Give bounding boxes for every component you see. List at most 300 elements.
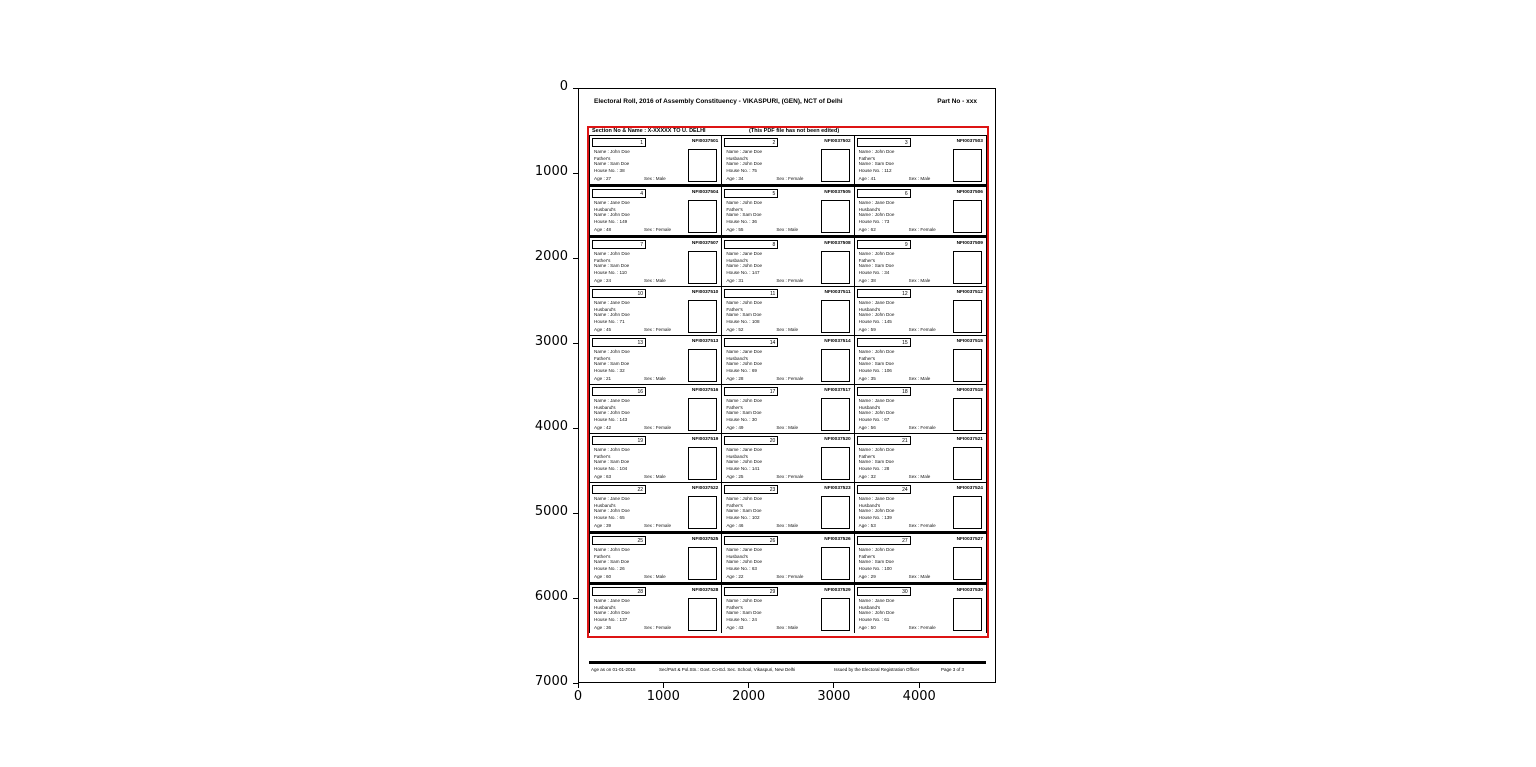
voter-card xyxy=(590,136,722,184)
relation-label: Father's xyxy=(858,453,876,459)
voter-sex: Sex : Male xyxy=(644,176,666,181)
relation-name: Name : John Doe xyxy=(594,508,630,513)
voter-age: Age : 39 xyxy=(594,523,612,528)
relation-name: Name : John Doe xyxy=(726,459,763,464)
house-number: House No. : 145 xyxy=(858,318,892,324)
relation-name: Name : John Doe xyxy=(594,212,630,217)
relation-label: Father's xyxy=(594,355,611,361)
serial-number: 9 xyxy=(904,241,908,248)
voter-sex: Sex : Female xyxy=(644,523,672,528)
relation-name: Name : Sam Doe xyxy=(858,459,894,464)
voter-age: Age : 41 xyxy=(858,176,876,181)
serial-number: 24 xyxy=(902,486,908,493)
photo-placeholder xyxy=(688,496,717,529)
voter-card-row xyxy=(590,483,986,534)
serial-number-box xyxy=(592,138,646,147)
serial-number: 14 xyxy=(769,339,776,346)
house-number: House No. : 141 xyxy=(726,465,760,471)
serial-number: 20 xyxy=(769,437,776,444)
relation-name: Name : Sam Doe xyxy=(726,212,762,217)
house-number: House No. : 104 xyxy=(594,465,628,471)
voter-name: Name : John Doe xyxy=(726,598,763,603)
serial-number: 26 xyxy=(769,537,776,544)
x-tick-mark xyxy=(748,683,749,688)
y-tick-label: 3000 xyxy=(534,334,568,349)
photo-placeholder xyxy=(821,300,850,333)
voter-age: Age : 56 xyxy=(858,425,876,430)
serial-number-box xyxy=(857,436,911,445)
voter-sex: Sex : Female xyxy=(908,227,936,232)
voter-sex: Sex : Female xyxy=(644,227,672,232)
y-tick-mark xyxy=(573,428,578,429)
epic-number: NFI0037514 xyxy=(824,339,851,344)
epic-number: NFI0037503 xyxy=(956,139,983,144)
photo-placeholder xyxy=(821,251,850,284)
footer-age-note: Age as on 01-01-2016 xyxy=(591,667,636,672)
voter-card xyxy=(590,534,722,582)
serial-number-box xyxy=(724,587,778,596)
voter-age: Age : 38 xyxy=(858,278,876,283)
relation-name: Name : John Doe xyxy=(726,263,763,268)
voter-name: Name : Jane Doe xyxy=(858,496,895,501)
epic-number: NFI0037516 xyxy=(691,388,719,393)
relation-name: Name : Sam Doe xyxy=(726,312,762,317)
relation-name: Name : John Doe xyxy=(726,161,763,166)
voter-card xyxy=(855,483,986,531)
relation-name: Name : Sam Doe xyxy=(594,459,630,464)
voter-name: Name : Jane Doe xyxy=(858,300,895,305)
photo-placeholder xyxy=(953,200,982,233)
serial-number-box xyxy=(592,189,646,198)
voter-age: Age : 31 xyxy=(726,278,744,283)
voter-sex: Sex : Male xyxy=(908,474,931,479)
voter-sex: Sex : Male xyxy=(776,227,799,232)
voter-card xyxy=(590,585,722,633)
epic-number: NFI0037504 xyxy=(691,190,719,195)
house-number: House No. : 69 xyxy=(726,367,757,373)
y-tick-mark xyxy=(573,173,578,174)
voter-card xyxy=(722,534,854,582)
serial-number-box xyxy=(857,189,911,198)
house-number: House No. : 137 xyxy=(594,616,628,622)
plot-axes xyxy=(578,88,996,683)
relation-label: Father's xyxy=(594,453,611,459)
voter-age: Age : 50 xyxy=(858,625,876,630)
voter-age: Age : 35 xyxy=(858,376,876,381)
house-number: House No. : 106 xyxy=(858,367,892,373)
relation-name: Name : John Doe xyxy=(726,361,763,366)
serial-number: 15 xyxy=(902,339,908,346)
relation-label: Father's xyxy=(726,604,743,610)
photo-placeholder xyxy=(688,598,717,631)
epic-number: NFI0037513 xyxy=(691,339,719,344)
voter-sex: Sex : Male xyxy=(908,176,931,181)
serial-number-box xyxy=(724,338,778,347)
voter-card-row xyxy=(590,434,986,483)
serial-number-box xyxy=(857,338,911,347)
relation-name: Name : John Doe xyxy=(858,410,895,415)
y-tick-label: 6000 xyxy=(534,589,568,604)
voter-name: Name : Jane Doe xyxy=(726,349,763,354)
detection-bounding-box xyxy=(587,126,989,638)
house-number: House No. : 147 xyxy=(726,269,760,275)
photo-placeholder xyxy=(688,349,717,382)
x-tick-mark xyxy=(578,683,579,688)
voter-name: Name : Jane Doe xyxy=(594,598,630,603)
serial-number-box xyxy=(592,387,646,396)
relation-label: Father's xyxy=(594,257,611,263)
house-number: House No. : 108 xyxy=(726,318,760,324)
footer-issued-by: Issued by the Electoral Registration Officer xyxy=(834,667,920,672)
serial-number: 21 xyxy=(902,437,908,444)
x-tick-mark xyxy=(919,683,920,688)
voter-age: Age : 22 xyxy=(726,574,744,579)
voter-card xyxy=(722,187,854,235)
relation-label: Husband's xyxy=(726,155,748,161)
voter-age: Age : 52 xyxy=(726,327,744,332)
voter-age: Age : 34 xyxy=(726,176,744,181)
voter-name: Name : Jane Doe xyxy=(726,149,763,154)
serial-number-box xyxy=(857,240,911,249)
photo-placeholder xyxy=(821,547,850,580)
voter-sex: Sex : Female xyxy=(776,376,804,381)
serial-number: 16 xyxy=(637,388,643,395)
voter-card xyxy=(590,385,722,433)
photo-placeholder xyxy=(953,496,982,529)
serial-number: 11 xyxy=(770,290,776,297)
x-tick-mark xyxy=(663,683,664,688)
epic-number: NFI0037501 xyxy=(691,139,719,144)
serial-number: 30 xyxy=(902,588,908,595)
serial-number: 19 xyxy=(637,437,643,444)
voter-age: Age : 24 xyxy=(594,278,612,283)
voter-sex: Sex : Male xyxy=(644,278,666,283)
serial-number-box xyxy=(724,138,778,147)
voter-name: Name : Jane Doe xyxy=(858,200,895,205)
serial-number: 4 xyxy=(640,190,643,197)
voter-age: Age : 32 xyxy=(858,474,876,479)
voter-age: Age : 43 xyxy=(726,625,744,630)
epic-number: NFI0037525 xyxy=(691,537,719,542)
voter-name: Name : Jane Doe xyxy=(726,547,763,552)
x-tick-label: 1000 xyxy=(646,689,680,704)
footer-page-number: Page 3 of 3 xyxy=(941,667,965,672)
house-number: House No. : 67 xyxy=(858,416,890,422)
photo-placeholder xyxy=(953,300,982,333)
photo-placeholder xyxy=(688,300,717,333)
relation-name: Name : Sam Doe xyxy=(858,559,894,564)
voter-card xyxy=(855,187,986,235)
house-number: House No. : 75 xyxy=(726,167,757,173)
voter-age: Age : 62 xyxy=(858,227,876,232)
epic-number: NFI0037515 xyxy=(956,339,983,344)
epic-number: NFI0037509 xyxy=(956,241,983,246)
voter-age: Age : 27 xyxy=(594,176,612,181)
serial-number-box xyxy=(857,536,911,545)
edited-note: (This PDF file has not been edited) xyxy=(749,128,840,134)
relation-label: Father's xyxy=(594,553,611,559)
relation-name: Name : Sam Doe xyxy=(726,508,762,513)
serial-number-box xyxy=(724,536,778,545)
voter-sex: Sex : Male xyxy=(908,574,931,579)
voter-age: Age : 29 xyxy=(858,574,876,579)
voter-name: Name : Jane Doe xyxy=(858,398,895,403)
house-number: House No. : 139 xyxy=(858,514,892,520)
relation-label: Husband's xyxy=(594,306,616,312)
voter-name: Name : Jane Doe xyxy=(726,251,763,256)
voter-card xyxy=(855,385,986,433)
voter-sex: Sex : Male xyxy=(644,574,666,579)
voter-sex: Sex : Female xyxy=(908,327,936,332)
voter-card xyxy=(855,434,986,482)
serial-number-box xyxy=(724,485,778,494)
voter-card xyxy=(722,287,854,335)
voter-card xyxy=(855,136,986,184)
house-number: House No. : 34 xyxy=(858,269,890,275)
voter-sex: Sex : Female xyxy=(644,625,672,630)
photo-placeholder xyxy=(953,349,982,382)
serial-number: 7 xyxy=(640,241,643,248)
serial-number-box xyxy=(724,240,778,249)
serial-number: 27 xyxy=(902,537,908,544)
relation-label: Husband's xyxy=(858,206,881,212)
serial-number-box xyxy=(724,387,778,396)
serial-number: 22 xyxy=(637,486,643,493)
epic-number: NFI0037530 xyxy=(956,588,983,593)
photo-placeholder xyxy=(821,398,850,431)
voter-card xyxy=(722,434,854,482)
y-tick-mark xyxy=(573,343,578,344)
house-number: House No. : 32 xyxy=(594,367,625,373)
voter-sex: Sex : Female xyxy=(776,574,804,579)
house-number: House No. : 71 xyxy=(594,318,625,324)
serial-number: 13 xyxy=(637,339,643,346)
serial-number-box xyxy=(592,536,646,545)
voter-age: Age : 25 xyxy=(726,474,744,479)
x-tick-label: 2000 xyxy=(732,689,766,704)
epic-number: NFI0037505 xyxy=(824,190,851,195)
voter-age: Age : 42 xyxy=(594,425,612,430)
serial-number: 2 xyxy=(772,139,776,146)
epic-number: NFI0037527 xyxy=(956,537,983,542)
relation-name: Name : Sam Doe xyxy=(594,263,630,268)
serial-number-box xyxy=(724,436,778,445)
voter-card xyxy=(855,336,986,384)
serial-number-box xyxy=(857,587,911,596)
epic-number: NFI0037518 xyxy=(956,388,983,393)
house-number: House No. : 110 xyxy=(594,269,627,275)
relation-name: Name : John Doe xyxy=(858,610,895,615)
serial-number-box xyxy=(724,289,778,298)
serial-number-box xyxy=(592,338,646,347)
epic-number: NFI0037502 xyxy=(824,139,851,144)
epic-number: NFI0037517 xyxy=(824,388,851,393)
voter-card-row xyxy=(590,585,986,633)
voter-name: Name : Jane Doe xyxy=(594,300,630,305)
photo-placeholder xyxy=(953,547,982,580)
relation-label: Husband's xyxy=(594,502,616,508)
photo-placeholder xyxy=(688,251,717,284)
relation-label: Husband's xyxy=(726,453,748,459)
relation-label: Husband's xyxy=(858,306,881,312)
house-number: House No. : 100 xyxy=(858,565,892,571)
photo-placeholder xyxy=(821,598,850,631)
voter-name: Name : John Doe xyxy=(594,251,630,256)
voter-card-row xyxy=(590,534,986,585)
epic-number: NFI0037510 xyxy=(691,290,719,295)
photo-placeholder xyxy=(688,547,717,580)
y-tick-label: 4000 xyxy=(534,419,568,434)
voter-card-row xyxy=(590,187,986,238)
serial-number-box xyxy=(857,138,911,147)
relation-name: Name : Sam Doe xyxy=(858,361,894,366)
serial-number: 6 xyxy=(904,190,908,197)
house-number: House No. : 63 xyxy=(726,565,757,571)
relation-label: Husband's xyxy=(594,206,616,212)
relation-name: Name : John Doe xyxy=(858,508,895,513)
voter-card xyxy=(590,336,722,384)
house-number: House No. : 65 xyxy=(594,514,625,520)
voter-sex: Sex : Male xyxy=(776,425,799,430)
voter-sex: Sex : Female xyxy=(776,278,804,283)
voter-card xyxy=(590,434,722,482)
section-name-label: Section No & Name : X-XXXXX TO U. DELHI xyxy=(592,128,706,134)
relation-label: Father's xyxy=(858,355,876,361)
voter-name: Name : John Doe xyxy=(858,149,895,154)
voter-card xyxy=(722,238,854,286)
y-tick-label: 2000 xyxy=(534,249,568,264)
relation-name: Name : John Doe xyxy=(726,559,763,564)
relation-name: Name : Sam Doe xyxy=(726,610,762,615)
relation-name: Name : John Doe xyxy=(858,312,895,317)
voter-sex: Sex : Male xyxy=(908,278,931,283)
voter-age: Age : 49 xyxy=(726,425,744,430)
serial-number: 29 xyxy=(769,588,776,595)
x-tick-label: 4000 xyxy=(902,689,936,704)
serial-number-box xyxy=(592,485,646,494)
epic-number: NFI0037522 xyxy=(691,486,719,491)
serial-number-box xyxy=(857,485,911,494)
y-tick-label: 1000 xyxy=(534,164,568,179)
house-number: House No. : 73 xyxy=(858,218,890,224)
voter-name: Name : John Doe xyxy=(858,251,895,256)
x-tick-label: 0 xyxy=(573,689,583,704)
serial-number: 12 xyxy=(902,290,908,297)
relation-name: Name : Sam Doe xyxy=(594,559,630,564)
voter-card xyxy=(722,385,854,433)
photo-placeholder xyxy=(953,598,982,631)
voter-name: Name : John Doe xyxy=(726,300,763,305)
house-number: House No. : 149 xyxy=(594,218,628,224)
epic-number: NFI0037519 xyxy=(691,437,719,442)
voter-age: Age : 60 xyxy=(594,574,612,579)
relation-label: Husband's xyxy=(726,553,748,559)
relation-label: Father's xyxy=(726,404,743,410)
serial-number-box xyxy=(857,289,911,298)
relation-label: Father's xyxy=(858,155,876,161)
relation-name: Name : John Doe xyxy=(858,212,895,217)
serial-number: 1 xyxy=(640,139,643,146)
epic-number: NFI0037507 xyxy=(691,241,719,246)
voter-sex: Sex : Male xyxy=(644,474,666,479)
voter-name: Name : John Doe xyxy=(726,496,763,501)
relation-name: Name : Sam Doe xyxy=(726,410,762,415)
photo-placeholder xyxy=(953,447,982,480)
relation-name: Name : John Doe xyxy=(594,410,630,415)
relation-name: Name : Sam Doe xyxy=(594,161,630,166)
epic-number: NFI0037508 xyxy=(824,241,851,246)
section-header xyxy=(589,128,987,135)
serial-number-box xyxy=(724,189,778,198)
photo-placeholder xyxy=(953,149,982,182)
epic-number: NFI0037523 xyxy=(824,486,851,491)
photo-placeholder xyxy=(821,200,850,233)
relation-label: Father's xyxy=(726,306,743,312)
x-tick-mark xyxy=(833,683,834,688)
voter-age: Age : 28 xyxy=(726,376,744,381)
footer-separator xyxy=(589,661,986,664)
serial-number: 3 xyxy=(904,139,908,146)
photo-placeholder xyxy=(688,447,717,480)
house-number: House No. : 36 xyxy=(726,218,757,224)
serial-number: 23 xyxy=(769,486,776,493)
epic-number: NFI0037529 xyxy=(824,588,851,593)
voter-sex: Sex : Female xyxy=(908,625,936,630)
y-tick-mark xyxy=(573,598,578,599)
relation-label: Husband's xyxy=(858,502,881,508)
voter-name: Name : John Doe xyxy=(726,398,763,403)
serial-number: 28 xyxy=(637,588,643,595)
relation-label: Husband's xyxy=(594,404,616,410)
voter-age: Age : 53 xyxy=(858,523,876,528)
serial-number: 18 xyxy=(902,388,908,395)
voter-card xyxy=(855,238,986,286)
relation-name: Name : John Doe xyxy=(594,312,630,317)
voter-name: Name : John Doe xyxy=(594,149,630,154)
voter-card xyxy=(590,238,722,286)
voter-name: Name : Jane Doe xyxy=(594,496,630,501)
photo-placeholder xyxy=(821,149,850,182)
photo-placeholder xyxy=(688,398,717,431)
photo-placeholder xyxy=(821,496,850,529)
photo-placeholder xyxy=(953,251,982,284)
voter-sex: Sex : Male xyxy=(908,376,931,381)
footer-polling-station: Sec/Part & Pol.Stn.: Govt. Co-Ed. Sec. School, Vikaspuri, New Delhi xyxy=(659,667,796,672)
relation-label: Husband's xyxy=(726,355,748,361)
epic-number: NFI0037511 xyxy=(824,290,851,295)
voter-age: Age : 46 xyxy=(726,523,744,528)
voter-name: Name : John Doe xyxy=(858,547,895,552)
voter-card xyxy=(722,336,854,384)
y-tick-mark xyxy=(573,513,578,514)
serial-number-box xyxy=(592,587,646,596)
voter-card xyxy=(722,483,854,531)
voter-sex: Sex : Female xyxy=(776,176,804,181)
photo-placeholder xyxy=(688,200,717,233)
house-number: House No. : 24 xyxy=(726,616,757,622)
relation-label: Husband's xyxy=(594,604,616,610)
relation-name: Name : Sam Doe xyxy=(594,361,630,366)
voter-card xyxy=(722,136,854,184)
voter-card xyxy=(590,483,722,531)
voter-age: Age : 36 xyxy=(594,625,612,630)
house-number: House No. : 30 xyxy=(726,416,757,422)
part-number: Part No - xxx xyxy=(937,98,977,105)
voter-card xyxy=(855,287,986,335)
epic-number: NFI0037512 xyxy=(956,290,983,295)
serial-number-box xyxy=(592,436,646,445)
voter-card-row xyxy=(590,336,986,385)
